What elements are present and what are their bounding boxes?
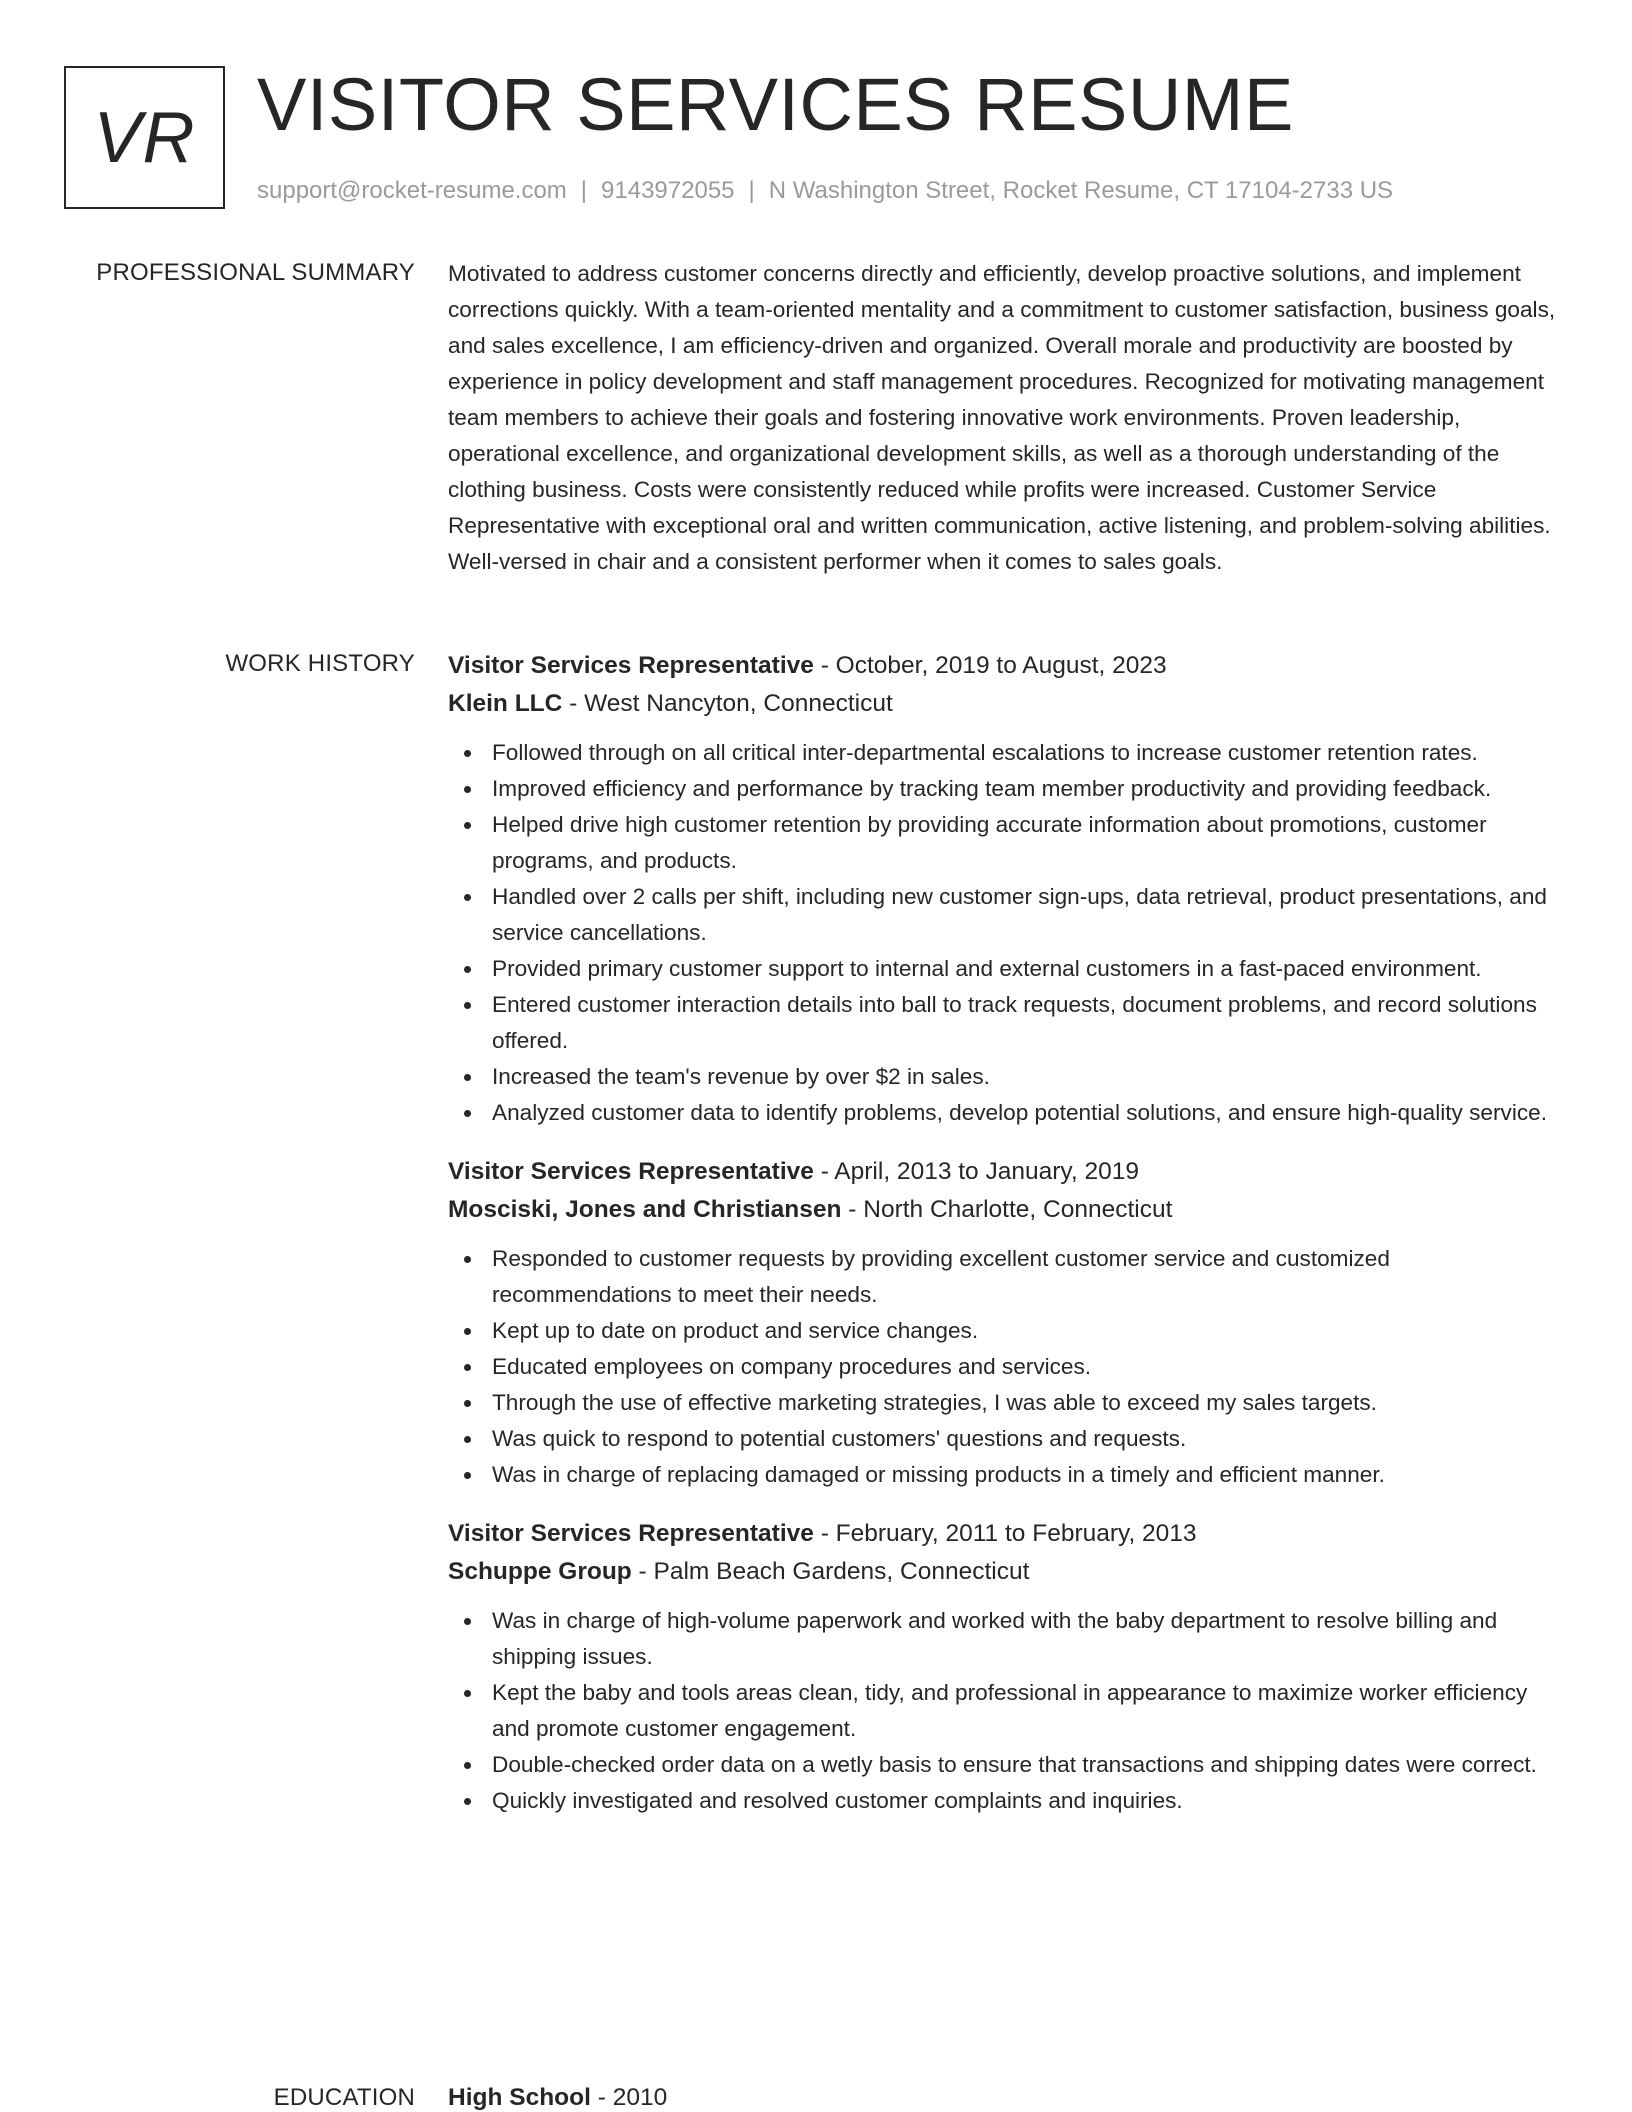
job-bullet: Improved efficiency and performance by tracking team member productivity and providing feedback. xyxy=(448,771,1565,807)
job-bullet-list xyxy=(448,1241,1565,1493)
education-body xyxy=(448,2081,1565,2112)
job-bullet: Entered customer interaction details into ball to track requests, document problems, and record solutions offered. xyxy=(448,987,1565,1059)
job-title: Visitor Services Representative xyxy=(448,1158,814,1185)
job-title-line xyxy=(448,647,1565,685)
job-title: Visitor Services Representative xyxy=(448,652,814,679)
job-company-line xyxy=(448,685,1565,723)
job-company-line xyxy=(448,1191,1565,1229)
contact-phone[interactable]: 9143972055 xyxy=(601,177,735,204)
job-bullet: Responded to customer requests by providing excellent customer service and customized recommendations to meet their needs. xyxy=(448,1241,1565,1313)
work-history-heading: WORK HISTORY xyxy=(225,650,415,677)
job-location: - North Charlotte, Connecticut xyxy=(841,1196,1173,1223)
education-year: - 2010 xyxy=(590,2084,668,2111)
work-history-body xyxy=(448,647,1565,1841)
job-bullet: Handled over 2 calls per shift, including new customer sign-ups, data retrieval, product presentations, and service cancellations. xyxy=(448,879,1565,951)
job-bullet-list xyxy=(448,735,1565,1131)
job-bullet: Provided primary customer support to internal and external customers in a fast-paced environment. xyxy=(448,951,1565,987)
job-dates: - October, 2019 to August, 2023 xyxy=(813,652,1167,679)
job-entry xyxy=(448,1515,1565,1819)
job-title-line xyxy=(448,1515,1565,1553)
job-bullet: Helped drive high customer retention by providing accurate information about promotions, customer programs, and products. xyxy=(448,807,1565,879)
job-company-line xyxy=(448,1553,1565,1591)
resume-header xyxy=(64,64,1568,214)
job-company: Mosciski, Jones and Christiansen xyxy=(448,1196,842,1223)
contact-separator: | xyxy=(748,177,755,204)
job-bullet: Kept up to date on product and service changes. xyxy=(448,1313,1565,1349)
education-entry xyxy=(448,2081,1565,2112)
summary-text: Motivated to address customer concerns directly and efficiently, develop proactive solutions, and implement corrections quickly. With a team-oriented mentality and a commitment to customer satisfaction, business goals, and sales excellence, I am efficiency-driven and organized. Overall morale and productivity are boosted by experience in policy development and staff management procedures. Recognized for motivating management team members to achieve their goals and fostering innovative work environments. Proven leadership, operational excellence, and organizational development skills, as well as a thorough understanding of the clothing business. Costs were consistently reduced while profits were increased. Customer Service Representative with exceptional oral and written communication, active listening, and problem-solving abilities. Well-versed in chair and a consistent performer when it comes to sales goals. xyxy=(448,261,1556,574)
summary-body xyxy=(448,256,1565,580)
job-bullet: Kept the baby and tools areas clean, tidy, and professional in appearance to maximize worker efficiency and promote customer engagement. xyxy=(448,1675,1565,1747)
resume-title: VISITOR SERVICES RESUME xyxy=(257,63,1294,146)
job-dates: - February, 2011 to February, 2013 xyxy=(813,1520,1197,1547)
contact-address: N Washington Street, Rocket Resume, CT 17104-2733 US xyxy=(768,177,1394,204)
job-location: - Palm Beach Gardens, Connecticut xyxy=(631,1558,1030,1585)
job-bullet: Educated employees on company procedures and services. xyxy=(448,1349,1565,1385)
education-degree: High School xyxy=(448,2084,591,2111)
job-bullet: Followed through on all critical inter-departmental escalations to increase customer retention rates. xyxy=(448,735,1565,771)
job-title: Visitor Services Representative xyxy=(448,1520,814,1547)
summary-heading: PROFESSIONAL SUMMARY xyxy=(96,259,415,286)
job-location: - West Nancyton, Connecticut xyxy=(562,690,893,717)
job-bullet: Quickly investigated and resolved customer complaints and inquiries. xyxy=(448,1783,1565,1819)
education-heading: EDUCATION xyxy=(273,2084,415,2111)
monogram-badge xyxy=(64,66,225,209)
job-company: Schuppe Group xyxy=(448,1558,632,1585)
contact-email[interactable]: support@rocket-resume.com xyxy=(257,177,567,204)
job-bullet: Was quick to respond to potential customers' questions and requests. xyxy=(448,1421,1565,1457)
contact-separator: | xyxy=(580,177,588,204)
contact-line xyxy=(257,176,1393,206)
job-bullet: Increased the team's revenue by over $2 in sales. xyxy=(448,1059,1565,1095)
monogram-initials: VR xyxy=(93,97,196,178)
job-company: Klein LLC xyxy=(448,690,563,717)
job-dates: - April, 2013 to January, 2019 xyxy=(813,1158,1139,1185)
job-bullet: Was in charge of replacing damaged or missing products in a timely and efficient manner. xyxy=(448,1457,1565,1493)
job-entry xyxy=(448,647,1565,1131)
job-title-line xyxy=(448,1153,1565,1191)
job-bullet-list xyxy=(448,1603,1565,1819)
job-bullet: Double-checked order data on a wetly basis to ensure that transactions and shipping dates were correct. xyxy=(448,1747,1565,1783)
job-bullet: Analyzed customer data to identify problems, develop potential solutions, and ensure high-quality service. xyxy=(448,1095,1565,1131)
job-bullet: Through the use of effective marketing strategies, I was able to exceed my sales targets. xyxy=(448,1385,1565,1421)
job-entry xyxy=(448,1153,1565,1493)
job-bullet: Was in charge of high-volume paperwork and worked with the baby department to resolve billing and shipping issues. xyxy=(448,1603,1565,1675)
